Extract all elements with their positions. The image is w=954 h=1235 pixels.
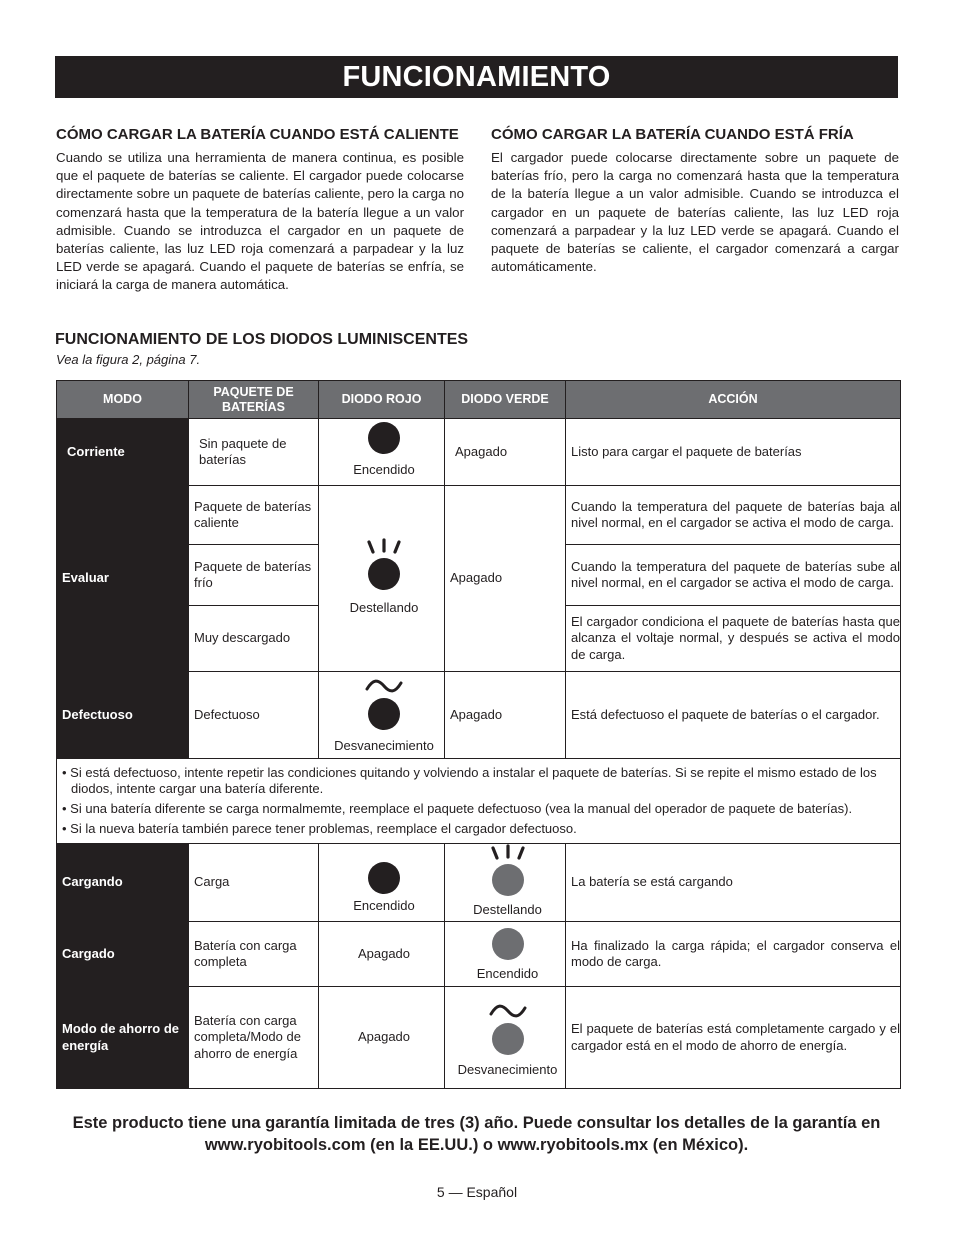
- green-led-label: Desvanecimiento: [457, 1062, 558, 1078]
- hot-battery-text: Cuando se utiliza una herramienta de manera continua, es posible que el paquete de baterías se caliente. El cargador puede colocarse directamente sobre un paquete de baterías caliente, pero la carga no comenzará hasta que la temperatura de la batería llegue a un valor admisible. Cuando se introduzca el cargador en un paquete de baterías caliente, las luz LED roja comenzará a parpadear y la luz LED verde se apagará. Cuando el paquete de baterías se enfría, se iniciará la carga de manera automática.: [56, 150, 464, 293]
- action-cell: La batería se está cargando: [566, 843, 901, 922]
- red-led-label: Encendido: [353, 897, 415, 913]
- header-red-led: DIODO ROJO: [319, 381, 445, 419]
- hot-battery-section: [56, 124, 464, 295]
- cold-battery-text: El cargador puede colocarse directamente sobre un paquete de baterías frío, pero la carga no comenzará hasta que la temperatura de la batería llegue a un valor admisible. Cuando se introduzca el cargador en un paquete de baterías caliente, las luz LED roja comenzará a parpadear y la luz LED verde se apagará. Cuando el paquete de baterías se caliente, el cargador comenzará a cargar automáticamente.: [491, 150, 899, 275]
- green-led-cell: [445, 843, 566, 922]
- action-cell: El paquete de baterías está completamente cargado y el cargador está en el modo de ahorro de energía.: [566, 987, 901, 1089]
- hot-battery-heading: CÓMO CARGAR LA BATERÍA CUANDO ESTÁ CALIENTE: [56, 126, 459, 143]
- table-row-ahorro: [57, 987, 901, 1089]
- red-led-label: Encendido: [353, 462, 415, 478]
- green-led-cell: Apagado: [445, 672, 566, 759]
- page-title: FUNCIONAMIENTO: [55, 56, 898, 98]
- green-led-cell: [445, 922, 566, 987]
- red-led-cell: Apagado: [319, 987, 445, 1089]
- pack-cell: Paquete de baterías caliente: [189, 486, 319, 545]
- blinking-rays-icon: [486, 844, 530, 862]
- green-led-label: Destellando: [473, 901, 542, 917]
- cold-battery-heading: CÓMO CARGAR LA BATERÍA CUANDO ESTÁ FRÍA: [491, 126, 854, 143]
- led-fading-icon: [368, 698, 400, 730]
- table-row-corriente: [57, 419, 901, 486]
- red-led-cell: Apagado: [319, 922, 445, 987]
- red-led-label: Desvanecimiento: [334, 738, 434, 753]
- green-led-on-icon: [492, 928, 524, 960]
- header-action: ACCIÓN: [566, 381, 901, 419]
- pack-cell: Sin paquete de baterías: [189, 419, 319, 486]
- led-section-reference: Vea la figura 2, página 7.: [56, 352, 201, 367]
- green-led-fading-icon: [492, 1023, 524, 1055]
- header-green-led: DIODO VERDE: [445, 381, 566, 419]
- warranty-note: Este producto tiene una garantía limitada de tres (3) año. Puede consultar los detalles de la garantía en www.ryobitools.com (en la EE.UU.) o www.ryobitools.mx (en México).: [72, 1114, 881, 1154]
- mode-label: Evaluar: [57, 486, 189, 672]
- defect-notes: [57, 758, 901, 843]
- table-row-notes: [57, 758, 901, 843]
- red-led-cell: [319, 672, 445, 759]
- header-pack: PAQUETE DE BATERÍAS: [189, 381, 319, 419]
- mode-label: Modo de ahorro de energía: [57, 987, 189, 1089]
- table-row-defectuoso: [57, 672, 901, 759]
- pack-cell: Paquete de baterías frío: [189, 545, 319, 606]
- header-mode: MODO: [57, 381, 189, 419]
- mode-label: Cargado: [57, 922, 189, 987]
- pack-cell: Muy descargado: [189, 606, 319, 672]
- action-cell: El cargador condiciona el paquete de baterías hasta que alcanza el voltaje normal, y después se activa el modo de carga.: [566, 606, 901, 672]
- led-blinking-icon: [368, 558, 400, 590]
- red-led-cell: [319, 843, 445, 922]
- mode-label: Corriente: [57, 419, 189, 486]
- green-led-cell: Apagado: [445, 419, 566, 486]
- led-status-table: [56, 380, 901, 1089]
- action-cell: Ha finalizado la carga rápida; el cargador conserva el modo de carga.: [566, 922, 901, 987]
- action-cell: Está defectuoso el paquete de baterías o el cargador.: [566, 672, 901, 759]
- note-item: • Si una batería diferente se carga normalmemte, reemplace el paquete defectuoso (vea la manual del operador de paquete de baterías).: [62, 800, 853, 816]
- green-led-cell: [445, 987, 566, 1089]
- note-item: • Si está defectuoso, intente repetir las condiciones quitando y volviendo a instalar el paquete de baterías. Si se repite el mismo estado de los diodos, intente cargar una batería diferente.: [62, 764, 877, 796]
- green-led-cell: Apagado: [445, 486, 566, 672]
- led-on-icon: [368, 422, 400, 454]
- action-cell: Cuando la temperatura del paquete de baterías sube al nivel normal, en el cargador se activa el modo de carga.: [566, 545, 901, 606]
- mode-label: Cargando: [57, 843, 189, 922]
- table-row-evaluar-hot: [57, 486, 901, 545]
- action-cell: Cuando la temperatura del paquete de baterías baja al nivel normal, en el cargador se activa el modo de carga.: [566, 486, 901, 545]
- fading-wave-icon: [488, 1003, 528, 1019]
- table-header-row: [57, 381, 901, 419]
- pack-cell: Batería con carga completa/Modo de ahorro de energía: [189, 987, 319, 1089]
- table-row-cargado: [57, 922, 901, 987]
- red-led-label: Destellando: [349, 599, 419, 615]
- led-on-icon: [368, 862, 400, 894]
- pack-cell: Defectuoso: [189, 672, 319, 759]
- red-led-cell: [319, 419, 445, 486]
- blinking-rays-icon: [362, 538, 406, 556]
- green-led-label: Encendido: [476, 966, 539, 982]
- cold-battery-section: [491, 124, 899, 276]
- led-section-heading: FUNCIONAMIENTO DE LOS DIODOS LUMINISCENTES: [55, 331, 469, 348]
- pack-cell: Batería con carga completa: [189, 922, 319, 987]
- action-cell: Listo para cargar el paquete de baterías: [566, 419, 901, 486]
- red-led-cell: [319, 486, 445, 672]
- fading-wave-icon: [364, 678, 404, 694]
- mode-label: Defectuoso: [57, 672, 189, 759]
- page-number: 5 — Español: [436, 1184, 518, 1200]
- pack-cell: Carga: [189, 843, 319, 922]
- table-row-cargando: [57, 843, 901, 922]
- note-item: • Si la nueva batería también parece tener problemas, reemplace el cargador defectuoso.: [62, 820, 577, 836]
- green-led-blinking-icon: [492, 864, 524, 896]
